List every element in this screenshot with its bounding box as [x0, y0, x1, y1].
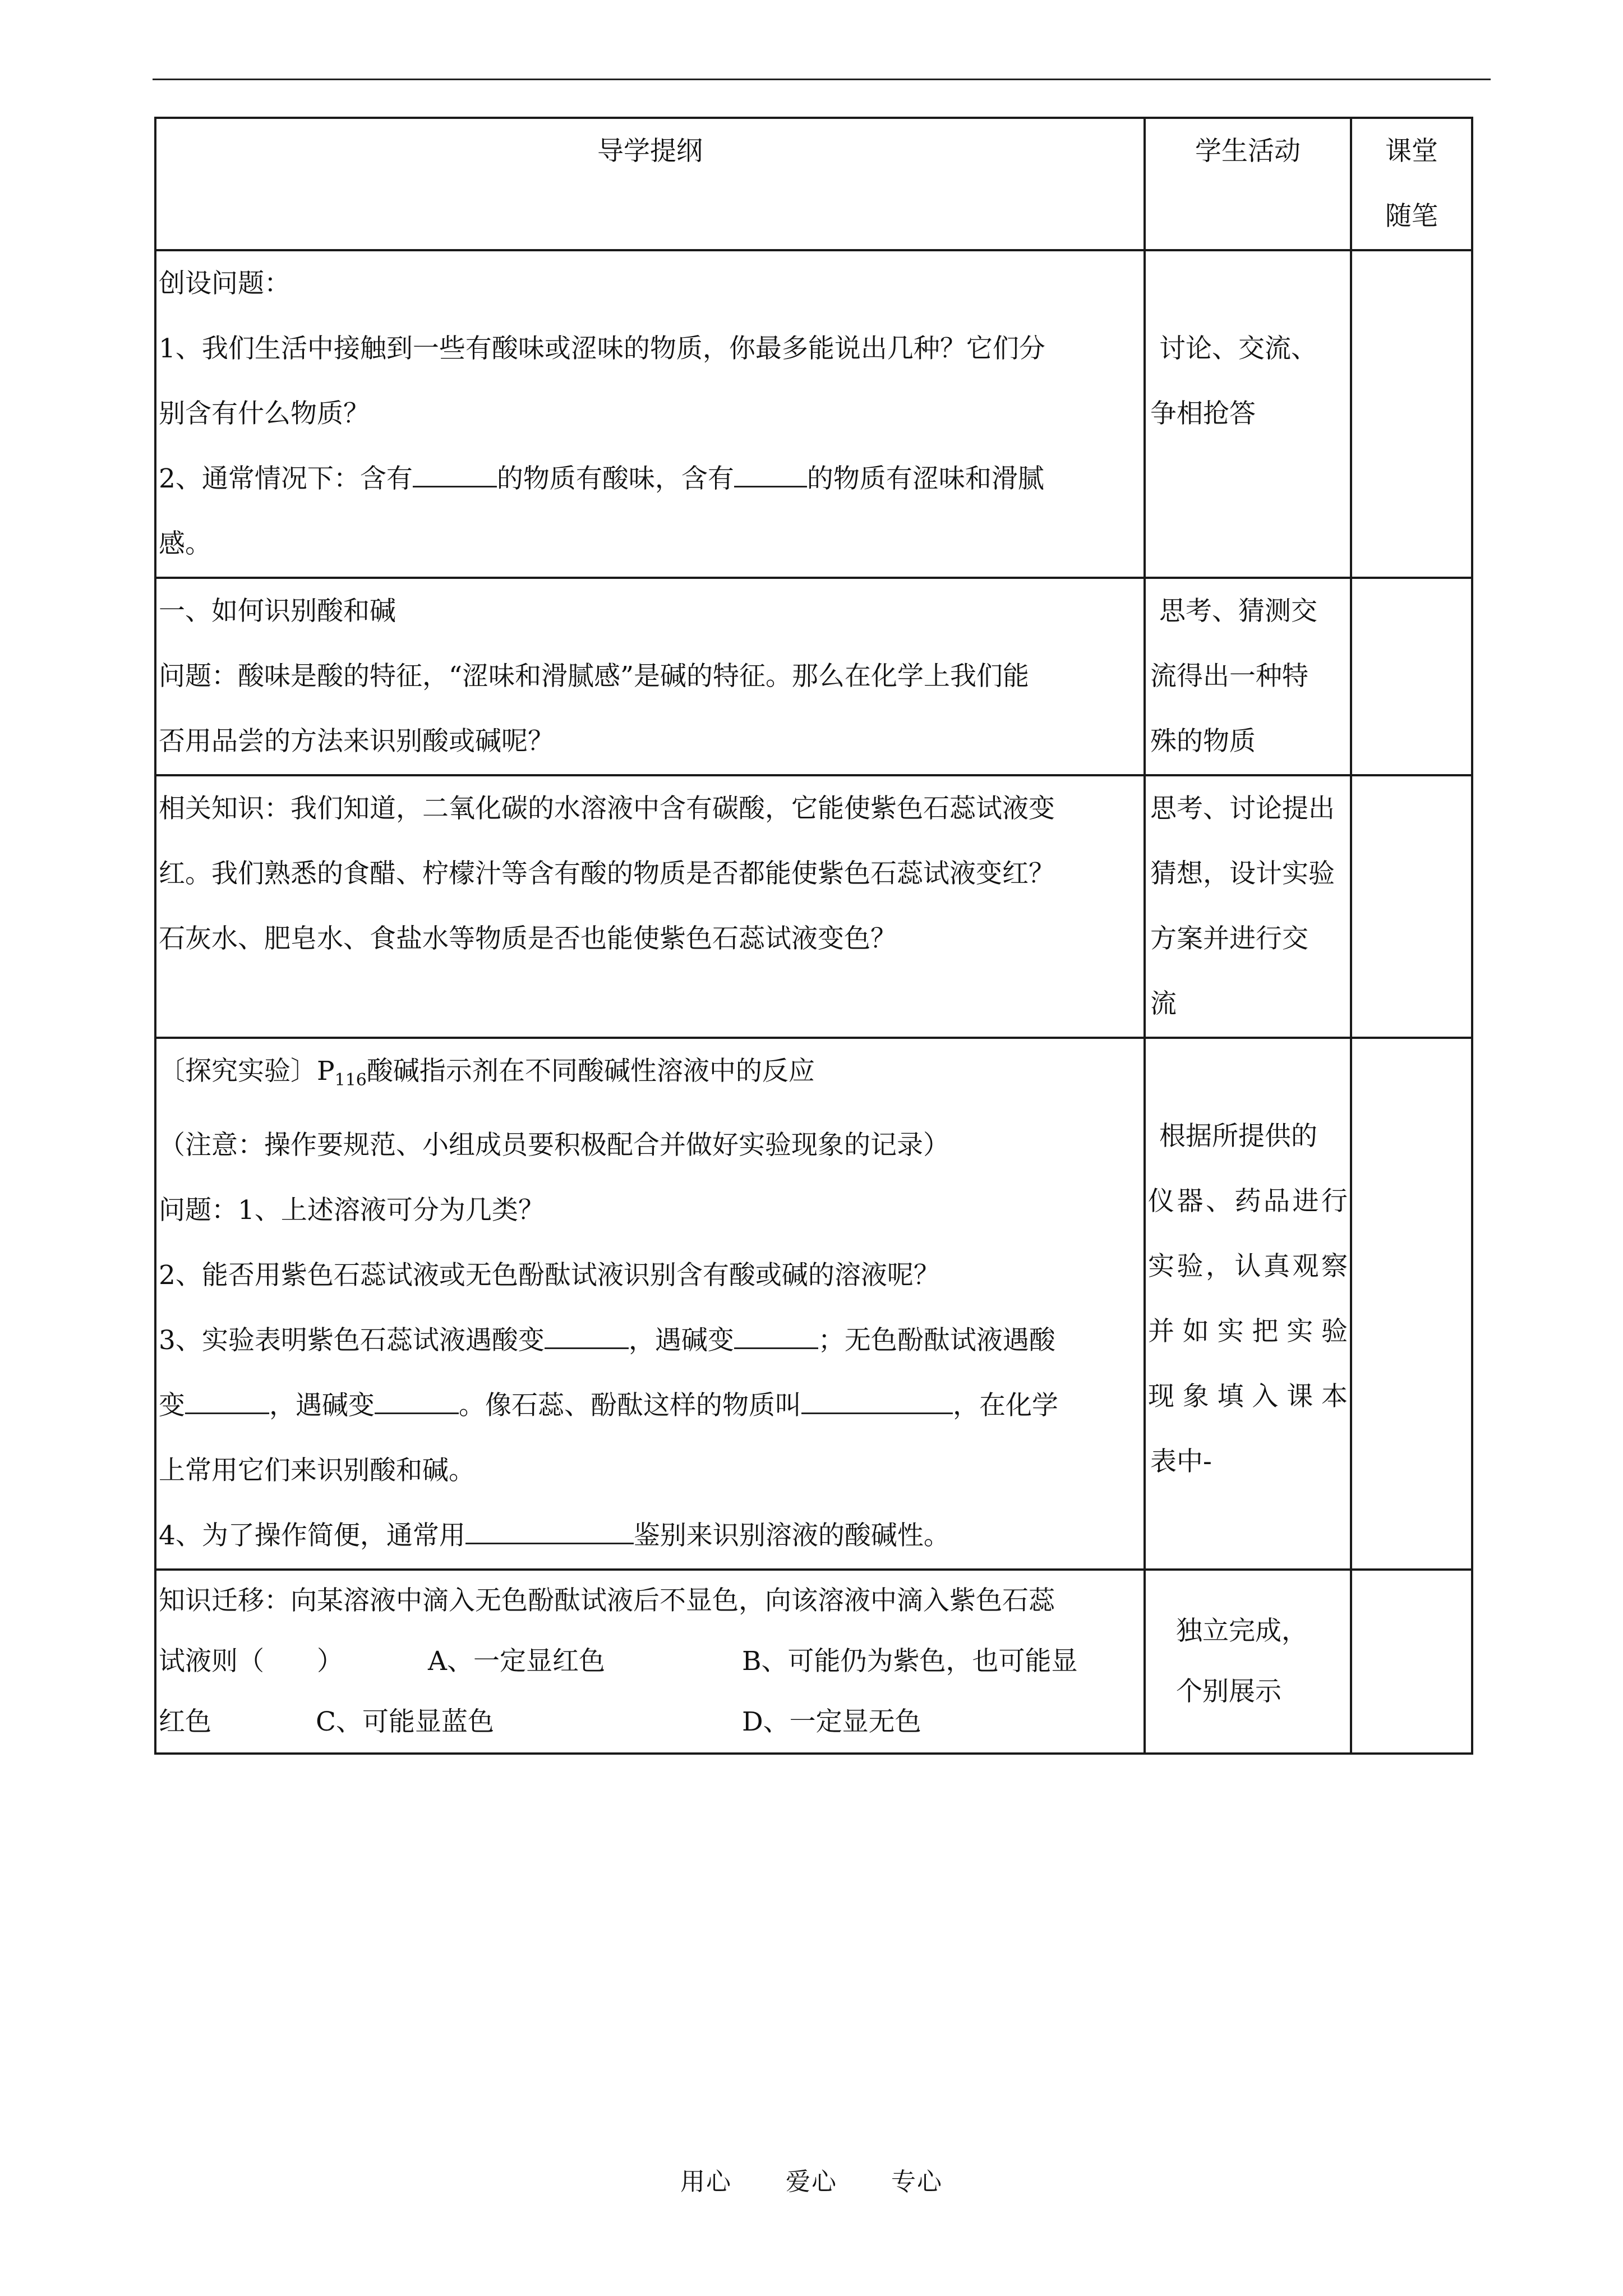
- outline-line: [159, 1692, 1141, 1752]
- header-notes-line2: 随笔: [1385, 201, 1438, 232]
- footer-word: 用心: [680, 2168, 732, 2196]
- outline-text: 的物质有酸味，含有: [496, 463, 734, 494]
- outline-text: 4、为了操作简便，通常用: [159, 1520, 465, 1551]
- outline-line: 创设问题：: [159, 268, 291, 299]
- notes-cell: [1351, 1038, 1472, 1570]
- footer-motto: [0, 2165, 1623, 2199]
- outline-line: 问题：酸味是酸的特征，“涩味和滑腻感”是碱的特征。那么在化学上我们能: [159, 661, 1030, 692]
- outline-text: 红色: [159, 1706, 211, 1737]
- activity-line: 思考、猜测交: [1159, 596, 1317, 627]
- outline-line: [159, 1503, 1141, 1568]
- activity-cell: [1145, 1570, 1351, 1754]
- outline-text: ，遇碱变: [269, 1390, 375, 1421]
- activity-line: 方案并进行交: [1150, 923, 1308, 954]
- header-activity: 学生活动: [1145, 118, 1351, 250]
- fill-blank[interactable]: [413, 464, 497, 487]
- outline-line: 2、能否用紫色石蕊试液或无色酚酞试液识别含有酸或碱的溶液呢？: [159, 1260, 940, 1291]
- page-subscript: 116: [334, 1070, 367, 1090]
- activity-line: 根据所提供的: [1159, 1121, 1317, 1152]
- table-header-row: [155, 118, 1472, 250]
- outline-text: 〔探究实验〕P: [159, 1056, 335, 1087]
- notes-cell: [1351, 775, 1472, 1038]
- outline-line: [159, 1631, 1141, 1692]
- outline-line: 知识迁移：向某溶液中滴入无色酚酞试液后不显色，向该溶液中滴入紫色石蕊: [159, 1585, 1055, 1616]
- outline-line: （注意：操作要规范、小组成员要积极配合并做好实验现象的记录）: [159, 1130, 949, 1161]
- outline-line: [159, 1039, 1141, 1113]
- table-row: [155, 1570, 1472, 1754]
- table-row: [155, 250, 1472, 578]
- fill-blank[interactable]: [465, 1521, 634, 1544]
- activity-line: 个别展示: [1176, 1676, 1281, 1707]
- header-notes: [1351, 118, 1472, 250]
- outline-text: 鉴别来识别溶液的酸碱性。: [633, 1520, 950, 1551]
- fill-blank[interactable]: [375, 1391, 459, 1414]
- study-guide-table: [154, 117, 1473, 1755]
- outline-cell: [155, 578, 1145, 775]
- table-row: [155, 775, 1472, 1038]
- outline-line: 1、我们生活中接触到一些有酸味或涩味的物质，你最多能说出几种？它们分: [159, 333, 1045, 364]
- fill-blank[interactable]: [734, 464, 807, 487]
- choice-a: A、一定显红色: [428, 1646, 605, 1677]
- outline-line: 红。我们熟悉的食醋、柠檬汁等含有酸的物质是否都能使紫色石蕊试液变红？: [159, 858, 1055, 889]
- outline-text: 酸碱指示剂在不同酸碱性溶液中的反应: [366, 1056, 815, 1087]
- activity-line: 并如实把实验: [1148, 1316, 1348, 1347]
- activity-line: 猜想，设计实验: [1150, 858, 1335, 889]
- footer-word: 爱心: [786, 2168, 837, 2196]
- outline-text: ，遇碱变: [628, 1325, 734, 1356]
- outline-line: 一、如何识别酸和碱: [159, 596, 396, 627]
- activity-cell: [1145, 578, 1351, 775]
- outline-line: 别含有什么物质？: [159, 398, 370, 429]
- outline-cell: [155, 1038, 1145, 1570]
- outline-line: [159, 1373, 1141, 1438]
- activity-cell: [1145, 250, 1351, 578]
- fill-blank[interactable]: [545, 1326, 629, 1349]
- table-row: [155, 1038, 1472, 1570]
- outline-text: 的物质有涩味和滑腻: [806, 463, 1044, 494]
- activity-line: 仪器、药品进行: [1148, 1186, 1348, 1217]
- header-outline: 导学提纲: [155, 118, 1145, 250]
- activity-line: 争相抢答: [1150, 398, 1256, 429]
- outline-cell: [155, 775, 1145, 1038]
- outline-text: ，在化学: [953, 1390, 1058, 1421]
- activity-cell: [1145, 775, 1351, 1038]
- notes-cell: [1351, 578, 1472, 775]
- activity-cell: [1145, 1038, 1351, 1570]
- outline-cell: [155, 1570, 1145, 1754]
- outline-text: 变: [159, 1390, 185, 1421]
- outline-text: 。像石蕊、酚酞这样的物质叫: [459, 1390, 801, 1421]
- header-rule: [153, 79, 1491, 80]
- notes-cell: [1351, 250, 1472, 578]
- outline-text: 3、实验表明紫色石蕊试液遇酸变: [159, 1325, 545, 1356]
- outline-line: 上常用它们来识别酸和碱。: [159, 1455, 475, 1486]
- header-notes-line1: 课堂: [1385, 136, 1438, 167]
- choice-d: D、一定显无色: [742, 1706, 921, 1737]
- outline-line: 相关知识：我们知道，二氧化碳的水溶液中含有碳酸，它能使紫色石蕊试液变: [159, 793, 1055, 824]
- fill-blank[interactable]: [734, 1326, 818, 1349]
- outline-line: 感。: [159, 528, 211, 559]
- choice-c: C、可能显蓝色: [316, 1706, 494, 1737]
- outline-line: 石灰水、肥皂水、食盐水等物质是否也能使紫色石蕊试液变色？: [159, 923, 897, 954]
- outline-line: 否用品尝的方法来识别酸或碱呢？: [159, 726, 554, 757]
- activity-line: 殊的物质: [1150, 726, 1256, 757]
- outline-text: 试液则（ ）: [159, 1646, 343, 1677]
- fill-blank[interactable]: [801, 1391, 953, 1414]
- footer-word: 专心: [891, 2168, 943, 2196]
- table-row: [155, 578, 1472, 775]
- activity-line: 思考、讨论提出: [1150, 793, 1335, 824]
- activity-line: 实验，认真观察: [1148, 1251, 1348, 1282]
- activity-line: 独立完成，: [1176, 1616, 1308, 1646]
- activity-line: 流: [1150, 988, 1177, 1019]
- outline-line: 问题：1、上述溶液可分为几类？: [159, 1195, 545, 1226]
- notes-cell: [1351, 1570, 1472, 1754]
- outline-line: [159, 1308, 1141, 1373]
- outline-cell: [155, 250, 1145, 578]
- activity-line: 现象填入课本: [1148, 1381, 1348, 1412]
- fill-blank[interactable]: [185, 1391, 269, 1414]
- outline-text: ；无色酚酞试液遇酸: [818, 1325, 1055, 1356]
- outline-text: 2、通常情况下：含有: [159, 463, 413, 494]
- activity-line: 流得出一种特: [1150, 661, 1308, 692]
- choice-b: B、可能仍为紫色，也可能显: [742, 1646, 1078, 1677]
- activity-line: 讨论、交流、: [1159, 333, 1317, 364]
- activity-line: 表中-: [1150, 1446, 1212, 1477]
- outline-line: [159, 447, 1141, 512]
